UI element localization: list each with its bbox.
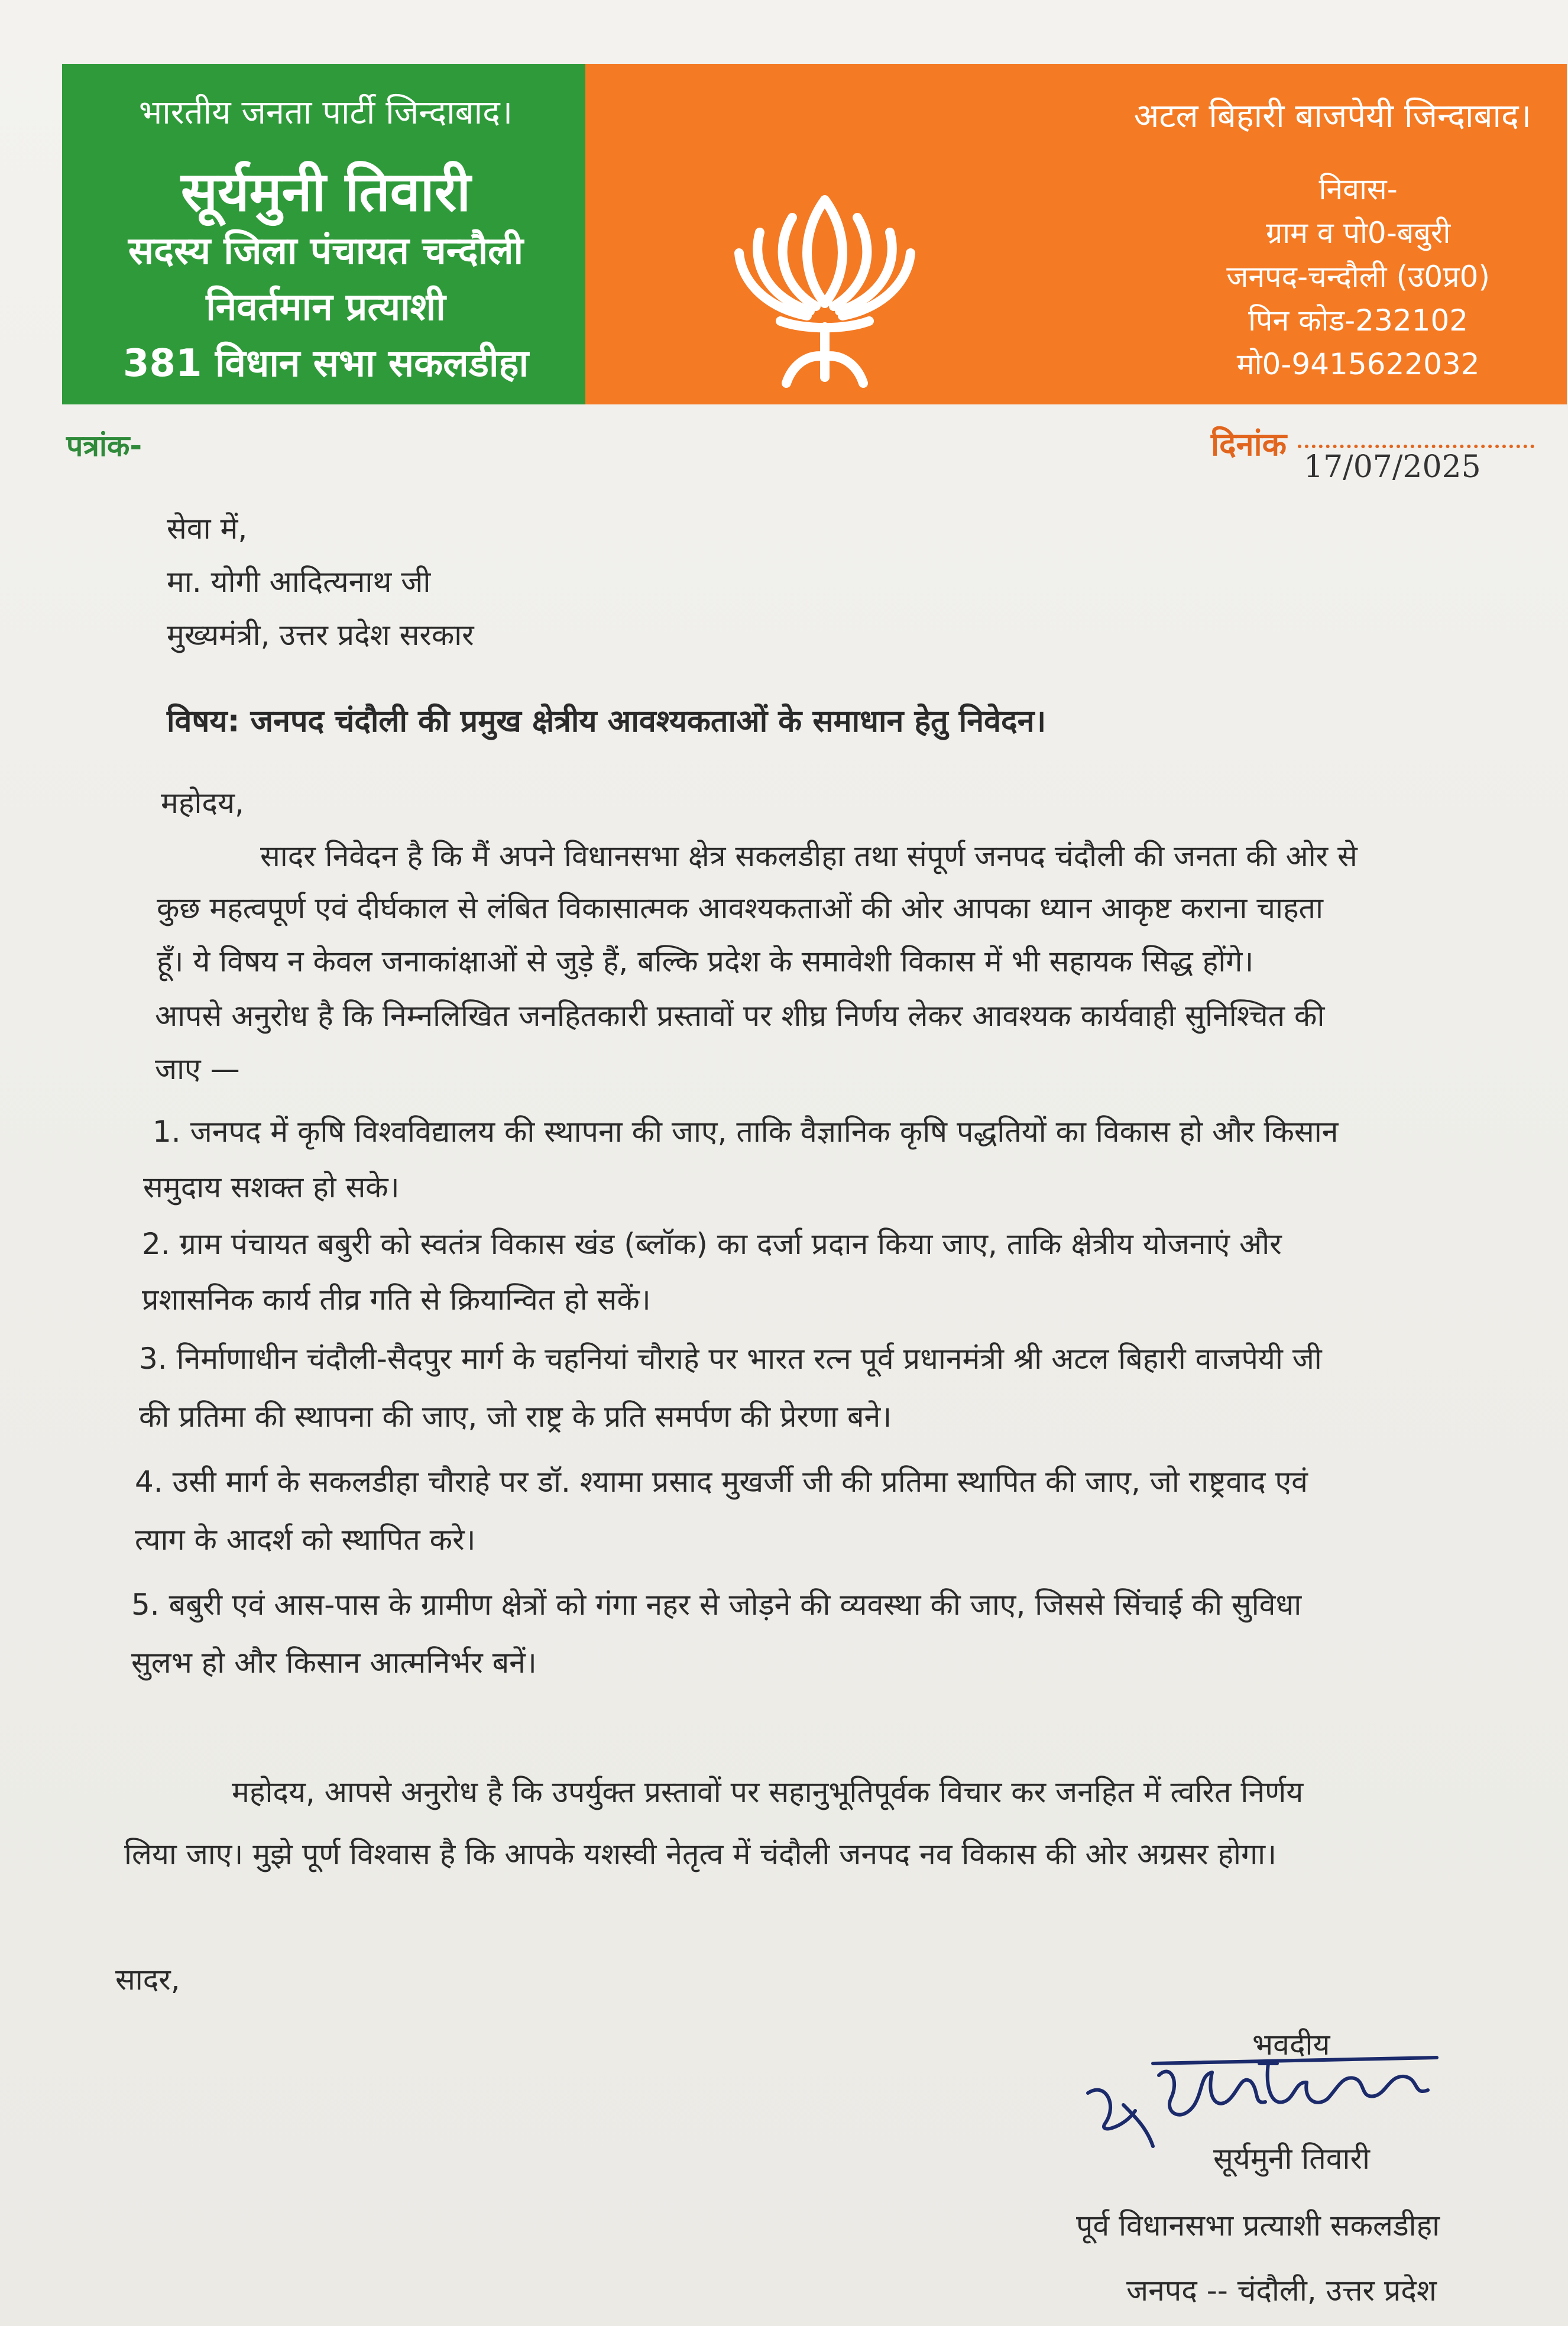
sender-name-heading: सूर्यमुनी तिवारी <box>180 160 471 223</box>
salutation: महोदय, <box>161 786 244 820</box>
address-line: जनपद-चन्दौली (उ0प्र0) <box>1226 260 1490 294</box>
intro-line: सादर निवेदन है कि मैं अपने विधानसभा क्षेत्र सकलडीहा तथा संपूर्ण जनपद चंदौली की जनता की ओर से <box>260 839 1358 873</box>
dinank-label: दिनांक <box>1211 426 1287 463</box>
sadar-closing: सादर, <box>115 1962 180 1997</box>
signatory-designation: पूर्व विधानसभा प्रत्याशी सकलडीहा <box>1076 2208 1440 2243</box>
point-line: प्रशासनिक कार्य तीव्र गति से क्रियान्वित हो सकें। <box>142 1282 651 1317</box>
address-line: निवास- <box>1318 172 1398 206</box>
intro-line: आपसे अनुरोध है कि निम्नलिखित जनहितकारी प्रस्तावों पर शीघ्र निर्णय लेकर आवश्यक कार्यवाही सुनिश्चित की <box>155 999 1325 1033</box>
point-line: 5. बबुरी एवं आस-पास के ग्रामीण क्षेत्रों को गंगा नहर से जोड़ने की व्यवस्था की जाए, जिससे सिंचाई की सुविधा <box>131 1588 1302 1622</box>
point-line: 3. निर्माणाधीन चंदौली-सैदपुर मार्ग के चहनियां चौराहे पर भारत रत्न पूर्व प्रधानमंत्री श्री अटल बिहारी वाजपेयी जी <box>139 1342 1322 1376</box>
letterhead-green-panel <box>62 64 589 404</box>
point-line: 1. जनपद में कृषि विश्वविद्यालय की स्थापना की जाए, ताकि वैज्ञानिक कृषि पद्धतियों का विकास हो और किसान <box>153 1115 1339 1149</box>
point-line: त्याग के आदर्श को स्थापित करे। <box>135 1522 476 1557</box>
point-line: 4. उसी मार्ग के सकलडीहा चौराहे पर डॉ. श्यामा प्रसाद मुखर्जी जी की प्रतिमा स्थापित की जाए, जो राष्ट्रवाद एवं <box>135 1465 1308 1499</box>
intro-line: कुछ महत्वपूर्ण एवं दीर्घकाल से लंबित विकासात्मक आवश्यकताओं की ओर आपका ध्यान आकृष्ट कराना चाहता <box>157 891 1323 925</box>
sender-line-1: सदस्य जिला पंचायत चन्दौली <box>128 229 524 273</box>
sender-address <box>1226 167 1490 386</box>
sender-line-3: 381 विधान सभा सकलडीहा <box>122 342 529 385</box>
address-line: पिन कोड-232102 <box>1248 303 1469 338</box>
addressee-line: मा. योगी आदित्यनाथ जी <box>167 565 431 599</box>
address-line: ग्राम व पो0-बबुरी <box>1265 216 1451 250</box>
addressee-line: सेवा में, <box>167 511 248 546</box>
left-slogan: भारतीय जनता पार्टी जिन्दाबाद। <box>138 93 513 132</box>
point-line: 2. ग्राम पंचायत बबुरी को स्वतंत्र विकास खंड (ब्लॉक) का दर्जा प्रदान किया जाए, ताकि क्षेत्रीय योजनाएं और <box>142 1227 1282 1261</box>
intro-line: जाए — <box>155 1052 240 1086</box>
intro-line: हूँ। ये विषय न केवल जनाकांक्षाओं से जुड़े हैं, बल्कि प्रदेश के समावेशी विकास में भी सहायक सिद्ध होंगे। <box>157 944 1254 979</box>
point-line: की प्रतिमा की स्थापना की जाए, जो राष्ट्र के प्रति समर्पण की प्रेरणा बने। <box>139 1400 892 1434</box>
sender-line-2: निवर्तमान प्रत्याशी <box>206 286 446 329</box>
lotus-icon <box>727 176 922 395</box>
addressee-line: मुख्यमंत्री, उत्तर प्रदेश सरकार <box>167 618 474 652</box>
point-line: सुलभ हो और किसान आत्मनिर्भर बनें। <box>131 1645 537 1680</box>
right-slogan: अटल बिहारी बाजपेयी जिन्दाबाद। <box>1133 97 1531 135</box>
patrank-label: पत्रांक- <box>66 429 142 463</box>
address-line: मो0-9415622032 <box>1236 347 1480 381</box>
date-dotted-line <box>1298 445 1534 448</box>
bhavadiya: भवदीय <box>1252 2027 1330 2062</box>
point-line: समुदाय सशक्त हो सके। <box>143 1170 400 1204</box>
signatory-name: सूर्यमुनी तिवारी <box>1213 2142 1370 2176</box>
subject-line: विषय: जनपद चंदौली की प्रमुख क्षेत्रीय आवश्यकताओं के समाधान हेतु निवेदन। <box>167 704 1047 739</box>
closing-line: लिया जाए। मुझे पूर्ण विश्वास है कि आपके यशस्वी नेतृत्व में चंदौली जनपद नव विकास की ओर अग्रसर होगा। <box>124 1837 1277 1871</box>
closing-line: महोदय, आपसे अनुरोध है कि उपर्युक्त प्रस्तावों पर सहानुभूतिपूर्वक विचार कर जनहित में त्वरित निर्णय <box>232 1775 1304 1809</box>
letter-date: 17/07/2025 <box>1304 449 1481 485</box>
letterhead-orange-panel <box>585 64 1567 404</box>
signatory-place: जनपद -- चंदौली, उत्तर प्रदेश <box>1126 2273 1437 2308</box>
